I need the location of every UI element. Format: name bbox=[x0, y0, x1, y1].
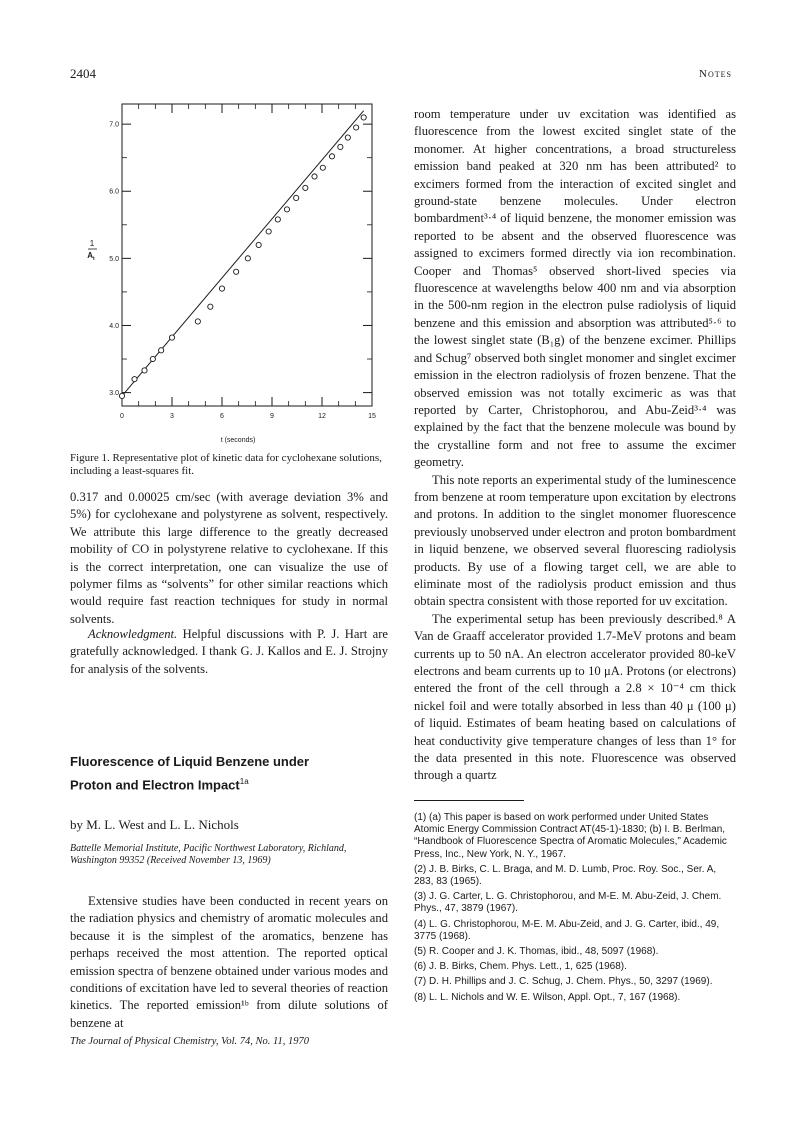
y-tick-label: 4.0 bbox=[109, 322, 119, 330]
plot-axes bbox=[122, 104, 372, 406]
y-tick-label: 5.0 bbox=[109, 255, 119, 263]
right-paragraph-2: This note reports an experimental study of the luminescence from benzene at room temperature upon excitation by electrons and protons. In addition to the singlet monomer fluorescence previously unobserved under electron and proton bombardment in liquid benzene, we observed several fluorescing radiolysis products. By use of a flowing target cell, we are able to eliminate most of the radiolysis product emission and thus obtain spectra consistent with those reported for uv excitation. bbox=[414, 472, 736, 609]
data-point bbox=[159, 348, 164, 353]
data-point bbox=[195, 319, 200, 324]
y-tick-label: 6.0 bbox=[109, 188, 119, 196]
data-point bbox=[345, 135, 350, 140]
running-head: Notes bbox=[699, 68, 732, 80]
data-point bbox=[320, 165, 325, 170]
right-paragraph-3: The experimental setup has been previously described.⁸ A Van de Graaff accelerator provided 1.7-MeV protons and beam currents up to 50 nA. An electron accelerator provided 80-keV electrons and beam currents up to 10 μA. Protons (or electrons) entered the front of the cell through a 2.8 × 10⁻⁴ cm thick nickel foil and were totally absorbed in less than 40 μ (100 μ) of liquid. Estimates of beam heating based on calculations of heat conductivity give temperature changes of less than 1° for the data presented in this note. Fluorescence was observed through a quartz bbox=[414, 611, 736, 783]
footnote: (6) J. B. Birks, Chem. Phys. Lett., 1, 625 (1968). bbox=[414, 961, 627, 973]
data-point bbox=[169, 335, 174, 340]
footnote: (1) (a) This paper is based on work performed under United States Atomic Energy Commission Contract AT(45-1)-1830; (b) I. B. Berlman, “Handbook of Fluorescence Spectra of Aromatic Molecules,” Academic Press, Inc., New York, N. Y., 1967. bbox=[414, 812, 727, 860]
footnote: (3) J. G. Carter, L. G. Christophorou, and M-E. M. Abu-Zeid, J. Chem. Phys., 47, 3879 (1967). bbox=[414, 891, 722, 915]
data-point bbox=[150, 356, 155, 361]
y-axis-label-numerator: 1 bbox=[89, 239, 95, 248]
y-tick-label: 3.0 bbox=[109, 390, 119, 398]
x-tick-label: 12 bbox=[318, 413, 326, 420]
footnote: (4) L. G. Christophorou, M-E. M. Abu-Zeid, and J. G. Carter, ibid., 49, 3775 (1968). bbox=[414, 918, 720, 942]
article-affiliation: Battelle Memorial Institute, Pacific Northwest Laboratory, Richland, Washington 99352 (Received November 13, 1969) bbox=[70, 843, 347, 866]
figure-caption: Figure 1. Representative plot of kinetic data for cyclohexane solutions, including a least-squares fit. bbox=[70, 452, 382, 477]
footnote-rule bbox=[414, 800, 524, 801]
data-point bbox=[284, 207, 289, 212]
data-point bbox=[266, 229, 271, 234]
kinetic-plot bbox=[88, 96, 388, 446]
data-point bbox=[142, 368, 147, 373]
right-paragraph-1: room temperature under uv excitation was identified as fluorescence from the lowest excited singlet state of the monomer. At higher concentrations, a broad structureless emission band peaked at 320 nm has been attributed² to excimers formed from the interaction of excited singlet and ground-state benzene molecules. Under electron bombardment³·⁴ of liquid benzene, the monomer emission was reported to be absent and the observed fluorescence was assigned to excimers formed directly via ion recombination. Cooper and Thomas⁵ observed short-lived species via fluorescence at wavelengths below 400 nm and via absorption in the 500-nm region in the electron pulse radiolysis of liquid benzene and this emission and absorption was attributed⁵·⁶ to the lowest singlet state (B₁g) of the benzene excimer. Phillips and Schug⁷ observed both singlet monomer and singlet excimer emission in the electron radiolysis of frozen benzene. That the observed emission was not totally excimeric as was that reported by Carter, Christophorou, and Abu-Zeid³·⁴ was explained by the fact that the benzene molecule was bound by the crystalline form and not free to assume the excimer geometry. bbox=[414, 107, 736, 470]
data-point bbox=[245, 256, 250, 261]
article-title bbox=[70, 752, 388, 795]
acknowledgment bbox=[70, 626, 388, 678]
data-point bbox=[338, 144, 343, 149]
footnote: (8) L. L. Nichols and W. E. Wilson, Appl. Opt., 7, 167 (1968). bbox=[414, 991, 681, 1003]
page-number: 2404 bbox=[70, 66, 96, 81]
plot-frame bbox=[122, 104, 372, 406]
x-tick-label: 6 bbox=[220, 413, 224, 420]
footnotes bbox=[414, 812, 736, 1007]
y-tick-label: 7.0 bbox=[109, 121, 119, 129]
data-point bbox=[303, 185, 308, 190]
footnote: (5) R. Cooper and J. K. Thomas, ibid., 48, 5097 (1968). bbox=[414, 946, 659, 958]
x-tick-label: 9 bbox=[270, 413, 274, 420]
footnote: (2) J. B. Birks, C. L. Braga, and M. D. Lumb, Proc. Roy. Soc., Ser. A, 283, 83 (1965). bbox=[414, 863, 717, 888]
continued-paragraph: 0.317 and 0.00025 cm/sec (with average deviation 3% and 5%) for cyclohexane and polystyrene as solvent, respectively. We attribute this large difference to the greatly decreased mobility of CO in polystyrene relative to cyclohexane. If this is the correct interpretation, one can visualize the use of polymer films as “solvents” for other similar reactions which would require fast reaction techniques for study in normal solvents. bbox=[70, 490, 388, 626]
y-axis-label-denominator: $A_t$ bbox=[87, 251, 95, 262]
data-point bbox=[354, 125, 359, 130]
data-point bbox=[219, 286, 224, 291]
data-point bbox=[132, 377, 137, 382]
data-point bbox=[275, 217, 280, 222]
data-point bbox=[294, 195, 299, 200]
data-point bbox=[119, 393, 124, 398]
x-tick-label: 3 bbox=[170, 413, 174, 420]
plot-ticks bbox=[109, 104, 376, 420]
x-axis-label: t (seconds) bbox=[220, 437, 256, 444]
data-point bbox=[361, 115, 366, 120]
intro-paragraph: Extensive studies have been conducted in recent years on the radiation physics and chemistry of aromatic molecules and because it is the simplest of the aromatics, benzene has perhaps received the most attention. The reported optical emission spectra of benzene obtained under various modes and conditions of excitation have led to several theories of reaction kinetics. The reported emission¹ᵇ from dilute solutions of benzene at bbox=[70, 894, 388, 1030]
data-point bbox=[256, 242, 261, 247]
article-authors: by M. L. West and L. L. Nichols bbox=[70, 817, 239, 832]
least-squares-fit-line bbox=[122, 111, 364, 396]
x-tick-label: 0 bbox=[120, 413, 124, 420]
y-axis-label bbox=[87, 239, 97, 262]
data-point bbox=[234, 269, 239, 274]
article-intro bbox=[70, 893, 388, 1032]
footnote: (7) D. H. Phillips and J. C. Schug, J. Chem. Phys., 50, 3297 (1969). bbox=[414, 976, 713, 988]
x-tick-label: 15 bbox=[368, 413, 376, 420]
acknowledgment-lead: Acknowledgment. bbox=[88, 627, 178, 641]
journal-footer: The Journal of Physical Chemistry, Vol. 74, No. 11, 1970 bbox=[70, 1036, 309, 1047]
left-column-text bbox=[70, 489, 388, 628]
data-point bbox=[329, 154, 334, 159]
data-point bbox=[208, 304, 213, 309]
acknowledgment-body: Helpful discussions with P. J. Hart are gratefully acknowledged. I thank G. J. Kallos and E. J. Strojny for analysis of the solvents. bbox=[70, 627, 388, 676]
article-title-line1: Fluorescence of Liquid Benzene under bbox=[70, 754, 310, 769]
data-point bbox=[312, 174, 317, 179]
article-title-line2: Proton and Electron Impact$^{1a}$ bbox=[70, 777, 249, 793]
right-column-text bbox=[414, 106, 736, 785]
